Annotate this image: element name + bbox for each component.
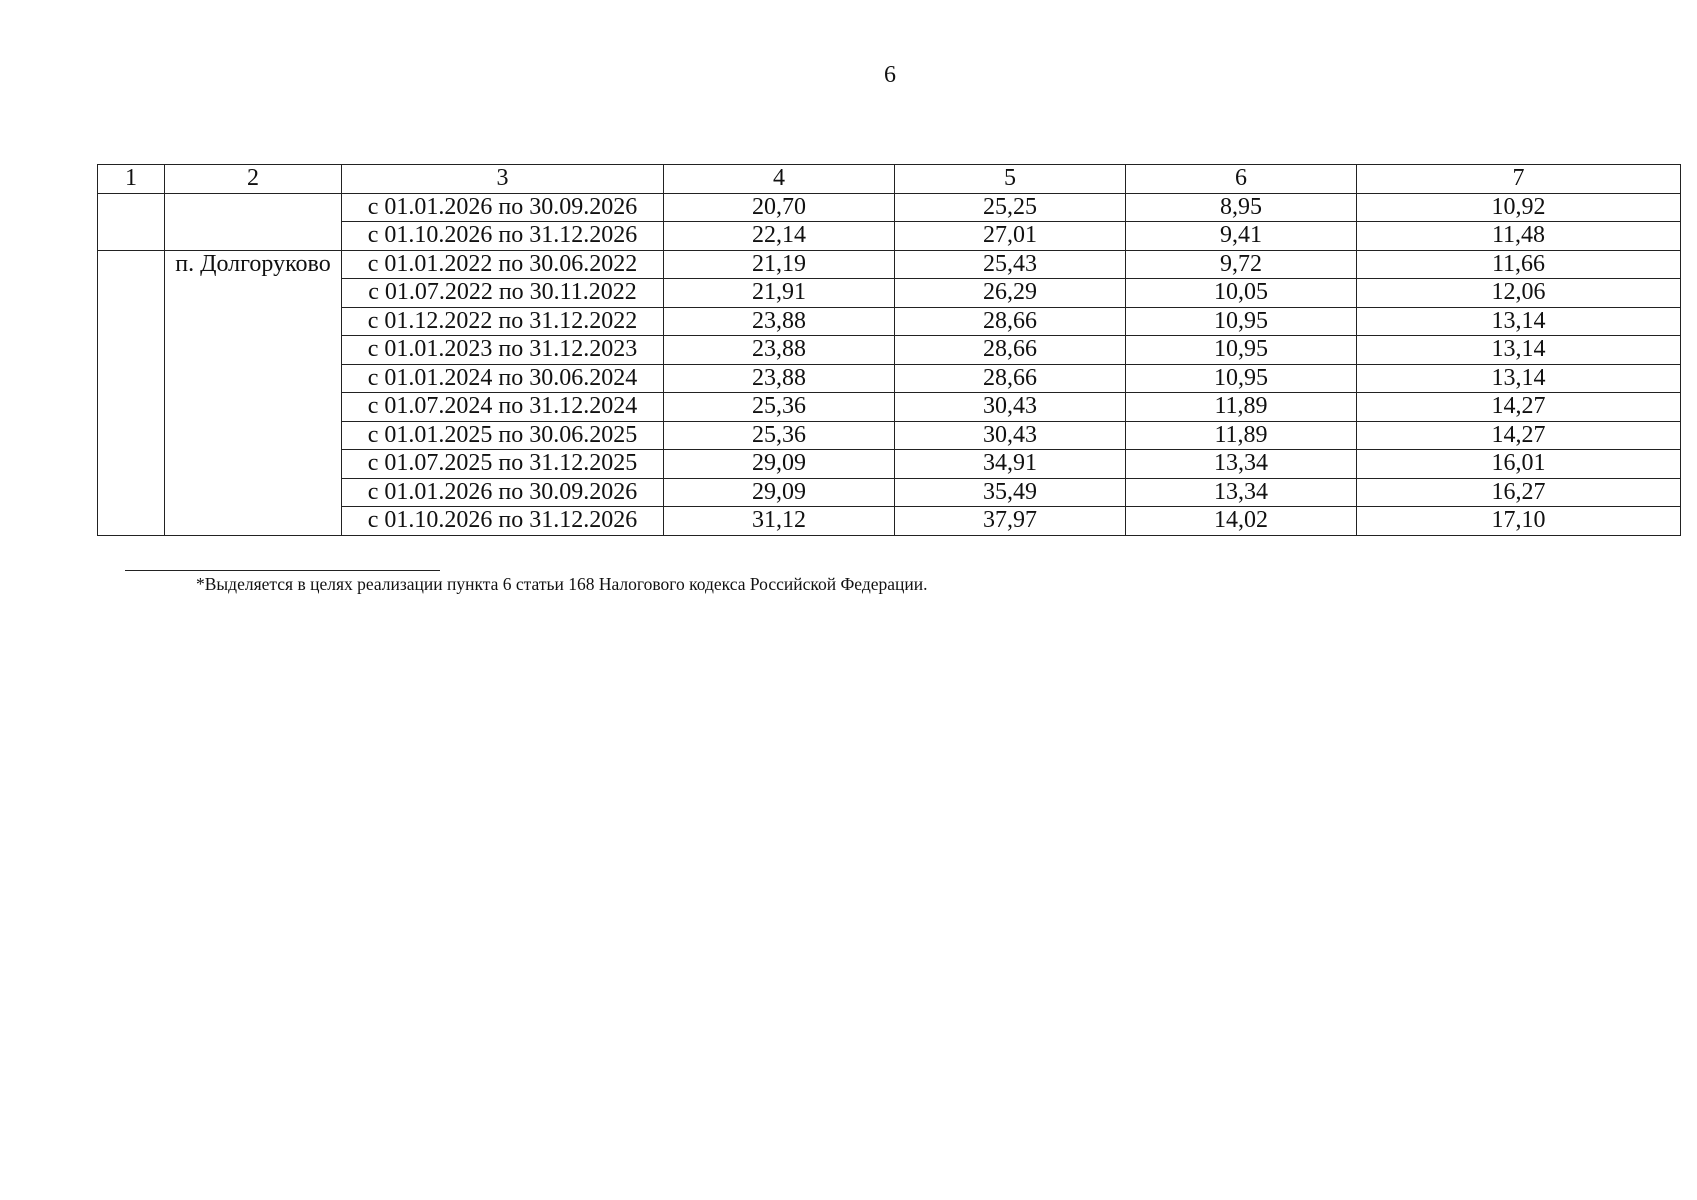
value-cell: 13,14 — [1357, 364, 1681, 393]
value-cell: 37,97 — [895, 507, 1126, 536]
value-cell: 11,89 — [1126, 393, 1357, 422]
column-number: 7 — [1357, 165, 1681, 194]
value-cell: 16,27 — [1357, 478, 1681, 507]
value-cell: 11,89 — [1126, 421, 1357, 450]
value-cell: 17,10 — [1357, 507, 1681, 536]
period-cell: с 01.01.2026 по 30.09.2026 — [342, 478, 664, 507]
value-cell: 30,43 — [895, 393, 1126, 422]
value-cell: 29,09 — [664, 450, 895, 479]
column-number: 2 — [165, 165, 342, 194]
value-cell: 30,43 — [895, 421, 1126, 450]
value-cell: 10,95 — [1126, 336, 1357, 365]
period-cell: с 01.01.2026 по 30.09.2026 — [342, 193, 664, 222]
value-cell: 13,34 — [1126, 450, 1357, 479]
table-row — [98, 193, 1681, 222]
value-cell: 9,72 — [1126, 250, 1357, 279]
value-cell: 12,06 — [1357, 279, 1681, 308]
value-cell: 34,91 — [895, 450, 1126, 479]
value-cell: 28,66 — [895, 307, 1126, 336]
value-cell: 31,12 — [664, 507, 895, 536]
row-number-cell — [98, 250, 165, 535]
footnote-text: *Выделяется в целях реализации пункта 6 статьи 168 Налогового кодекса Российской Федерации. — [196, 574, 928, 594]
row-number-cell — [98, 193, 165, 250]
value-cell: 25,25 — [895, 193, 1126, 222]
value-cell: 10,05 — [1126, 279, 1357, 308]
period-cell: с 01.07.2025 по 31.12.2025 — [342, 450, 664, 479]
value-cell: 8,95 — [1126, 193, 1357, 222]
value-cell: 25,36 — [664, 421, 895, 450]
tariff-table — [97, 164, 1681, 536]
value-cell: 10,95 — [1126, 307, 1357, 336]
value-cell: 10,92 — [1357, 193, 1681, 222]
value-cell: 13,34 — [1126, 478, 1357, 507]
column-number: 6 — [1126, 165, 1357, 194]
value-cell: 22,14 — [664, 222, 895, 251]
page-number: 6 — [884, 62, 896, 88]
locality-cell — [165, 193, 342, 250]
value-cell: 28,66 — [895, 364, 1126, 393]
value-cell: 14,27 — [1357, 421, 1681, 450]
column-number-row — [98, 165, 1681, 194]
column-number: 1 — [98, 165, 165, 194]
value-cell: 27,01 — [895, 222, 1126, 251]
value-cell: 28,66 — [895, 336, 1126, 365]
period-cell: с 01.01.2023 по 31.12.2023 — [342, 336, 664, 365]
value-cell: 23,88 — [664, 364, 895, 393]
value-cell: 14,02 — [1126, 507, 1357, 536]
period-cell: с 01.12.2022 по 31.12.2022 — [342, 307, 664, 336]
column-number: 4 — [664, 165, 895, 194]
value-cell: 23,88 — [664, 307, 895, 336]
column-number: 5 — [895, 165, 1126, 194]
value-cell: 13,14 — [1357, 336, 1681, 365]
footnote-divider — [125, 570, 440, 571]
period-cell: с 01.10.2026 по 31.12.2026 — [342, 222, 664, 251]
value-cell: 21,19 — [664, 250, 895, 279]
column-number: 3 — [342, 165, 664, 194]
table-row — [98, 250, 1681, 279]
value-cell: 26,29 — [895, 279, 1126, 308]
value-cell: 29,09 — [664, 478, 895, 507]
value-cell: 11,48 — [1357, 222, 1681, 251]
value-cell: 25,43 — [895, 250, 1126, 279]
value-cell: 25,36 — [664, 393, 895, 422]
value-cell: 35,49 — [895, 478, 1126, 507]
locality-cell: п. Долгоруково — [165, 250, 342, 535]
period-cell: с 01.01.2022 по 30.06.2022 — [342, 250, 664, 279]
value-cell: 9,41 — [1126, 222, 1357, 251]
value-cell: 21,91 — [664, 279, 895, 308]
value-cell: 10,95 — [1126, 364, 1357, 393]
value-cell: 11,66 — [1357, 250, 1681, 279]
value-cell: 13,14 — [1357, 307, 1681, 336]
value-cell: 20,70 — [664, 193, 895, 222]
value-cell: 16,01 — [1357, 450, 1681, 479]
value-cell: 14,27 — [1357, 393, 1681, 422]
value-cell: 23,88 — [664, 336, 895, 365]
period-cell: с 01.07.2024 по 31.12.2024 — [342, 393, 664, 422]
period-cell: с 01.07.2022 по 30.11.2022 — [342, 279, 664, 308]
period-cell: с 01.10.2026 по 31.12.2026 — [342, 507, 664, 536]
period-cell: с 01.01.2024 по 30.06.2024 — [342, 364, 664, 393]
period-cell: с 01.01.2025 по 30.06.2025 — [342, 421, 664, 450]
